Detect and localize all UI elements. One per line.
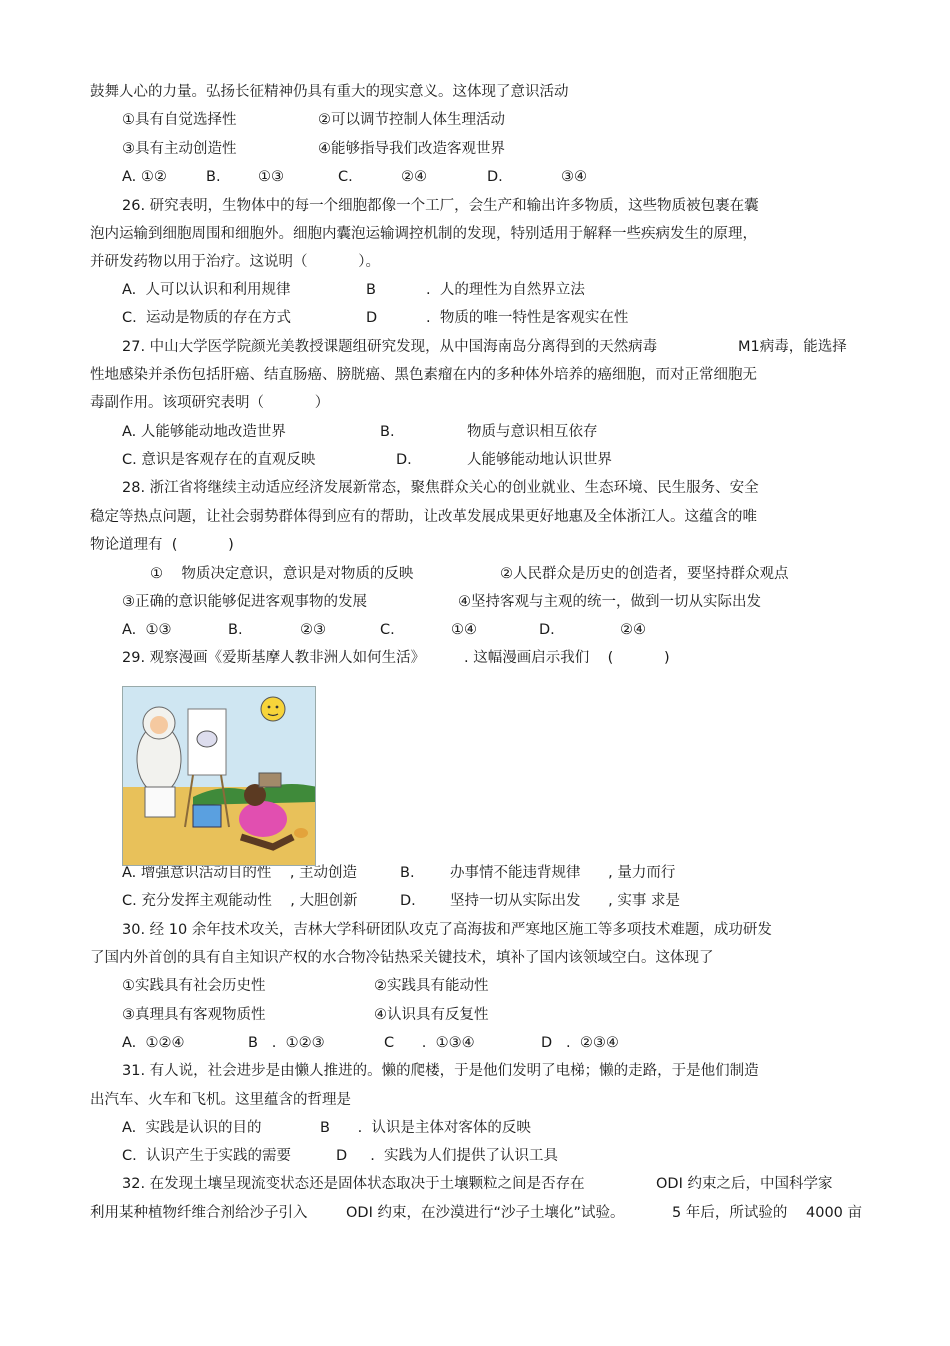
text-line-segment: 物论道理有 ( ) — [90, 537, 234, 553]
text-line-segment: ① 物质决定意识，意识是对物质的反映 — [150, 566, 414, 582]
text-line-segment: A. ①③ — [122, 622, 172, 638]
text-line-segment: ④坚持客观与主观的统一，做到一切从实际出发 — [458, 594, 761, 610]
text-line-segment: A. ①②④ — [122, 1035, 185, 1051]
text-line-segment: ②④ — [401, 169, 427, 185]
text-line-segment: 27. 中山大学医学院颜光美教授课题组研究发现，从中国海南岛分离得到的天然病毒 — [122, 339, 658, 355]
text-line-segment: D. — [400, 893, 416, 909]
text-line-segment: 泡内运输到细胞周围和细胞外。细胞内囊泡运输调控机制的发现，特别适用于解释一些疾病发生的原理， — [90, 226, 757, 242]
text-line-segment: C. 运动是物质的存在方式 — [122, 310, 291, 326]
text-line-segment: A. 增强意识活动目的性 , 主动创造 — [122, 865, 358, 881]
text-line-segment: 29. 观察漫画《爱斯基摩人教非洲人如何生活》 — [122, 650, 426, 666]
text-line-segment: D. — [487, 169, 503, 185]
text-line-segment: 毒副作用。该项研究表明（ ） — [90, 395, 330, 411]
text-line-segment: D. — [396, 452, 412, 468]
text-line-segment: A. 人能够能动地改造世界 — [122, 424, 286, 440]
text-line-segment: ②可以调节控制人体生理活动 — [318, 112, 505, 128]
text-line-segment: ①③ — [258, 169, 284, 185]
text-line-segment: 26. 研究表明，生物体中的每一个细胞都像一个工厂，会生产和输出许多物质，这些物质被包裹在囊 — [122, 198, 759, 214]
text-line-segment: 5 年后，所试验的 — [672, 1205, 788, 1221]
text-line-segment: 出汽车、火车和飞机。这里蕴含的哲理是 — [90, 1092, 351, 1108]
text-line-segment: 稳定等热点问题，让社会弱势群体得到应有的帮助，让改革发展成果更好地惠及全体浙江人。这蕴含的唯 — [90, 509, 757, 525]
text-line-segment: A. ①② — [122, 169, 167, 185]
text-line-segment: 鼓舞人心的力量。弘扬长征精神仍具有重大的现实意义。这体现了意识活动 — [90, 84, 569, 100]
text-line-segment: C. — [380, 622, 395, 638]
text-line-segment: 物质与意识相互依存 — [467, 424, 598, 440]
text-line-segment: . 物质的唯一特性是客观实在性 — [426, 310, 629, 326]
text-line-segment: 性地感染并杀伤包括肝癌、结直肠癌、膀胱癌、黑色素瘤在内的多种体外培养的癌细胞，而对正常细胞无 — [90, 367, 757, 383]
text-line-segment: ②④ — [620, 622, 646, 638]
text-line-segment: 办事情不能违背规律 , 量力而行 — [450, 865, 676, 881]
text-line-segment: D — [366, 310, 378, 326]
text-line-segment: ③④ — [561, 169, 587, 185]
text-line-segment: ③正确的意识能够促进客观事物的发展 — [122, 594, 367, 610]
text-line-segment: ①实践具有社会历史性 — [122, 978, 266, 994]
text-line-segment: A. 人可以认识和利用规律 — [122, 282, 291, 298]
text-line-segment: . 这幅漫画启示我们 ( ) — [464, 650, 670, 666]
text-line-segment: M1病毒，能选择 — [738, 339, 847, 355]
text-line-segment: B . ①②③ — [248, 1035, 325, 1051]
text-line-segment: B . 认识是主体对客体的反映 — [320, 1120, 531, 1136]
text-line-segment: B. — [400, 865, 415, 881]
text-line-segment: 28. 浙江省将继续主动适应经济发展新常态，聚焦群众关心的创业就业、生态环境、民生服务、安全 — [122, 480, 759, 496]
text-line-segment: C. 意识是客观存在的直观反映 — [122, 452, 316, 468]
text-line-segment: ③真理具有客观物质性 — [122, 1007, 266, 1023]
text-line-segment: ②③ — [300, 622, 326, 638]
text-line-segment: C . ①③④ — [384, 1035, 475, 1051]
text-line-segment: . 人的理性为自然界立法 — [426, 282, 585, 298]
text-line-segment: ②人民群众是历史的创造者，要坚持群众观点 — [500, 566, 789, 582]
text-line-segment: 31. 有人说，社会进步是由懒人推进的。懒的爬楼，于是他们发明了电梯；懒的走路，于是他们制造 — [122, 1063, 759, 1079]
text-line-segment: ①④ — [451, 622, 477, 638]
text-line-segment: D . ②③④ — [541, 1035, 619, 1051]
text-line-segment: B. — [380, 424, 395, 440]
text-line-segment: ②实践具有能动性 — [374, 978, 489, 994]
text-line-segment: A. 实践是认识的目的 — [122, 1120, 262, 1136]
text-line-segment: ④能够指导我们改造客观世界 — [318, 141, 505, 157]
text-line-segment: C. — [338, 169, 353, 185]
text-line-segment: 并研发药物以用于治疗。这说明（ ）。 — [90, 254, 380, 270]
text-line-segment: ③具有主动创造性 — [122, 141, 237, 157]
text-line-segment: B — [366, 282, 376, 298]
cartoon-image — [122, 686, 316, 866]
text-line-segment: B. — [228, 622, 243, 638]
text-line-segment: ④认识具有反复性 — [374, 1007, 489, 1023]
text-line-segment: 坚持一切从实际出发 , 实事 求是 — [450, 893, 680, 909]
text-line-segment: 30. 经 10 余年技术攻关，吉林大学科研团队攻克了高海拔和严寒地区施工等多项技术难题，成功研发 — [122, 922, 772, 938]
text-line-segment: ODI 约束之后，中国科学家 — [656, 1176, 833, 1192]
text-line-segment: D. — [539, 622, 555, 638]
text-line-segment: 利用某种植物纤维合剂给沙子引入 — [90, 1205, 308, 1221]
text-line-segment: B. — [206, 169, 221, 185]
text-line-segment: 了国内外首创的具有自主知识产权的水合物冷钻热采关键技术，填补了国内该领域空白。这体现了 — [90, 950, 714, 966]
text-line-segment: ODI 约束，在沙漠进行“沙子土壤化”试验。 — [346, 1205, 625, 1221]
text-line-segment: D . 实践为人们提供了认识工具 — [336, 1148, 559, 1164]
text-line-segment: C. 认识产生于实践的需要 — [122, 1148, 291, 1164]
text-line-segment: ①具有自觉选择性 — [122, 112, 237, 128]
text-line-segment: 人能够能动地认识世界 — [467, 452, 612, 468]
text-line-segment: C. 充分发挥主观能动性 , 大胆创新 — [122, 893, 358, 909]
text-line-segment: 4000 亩 — [806, 1205, 863, 1221]
text-line-segment: 32. 在发现土壤呈现流变状态还是固体状态取决于土壤颗粒之间是否存在 — [122, 1176, 585, 1192]
